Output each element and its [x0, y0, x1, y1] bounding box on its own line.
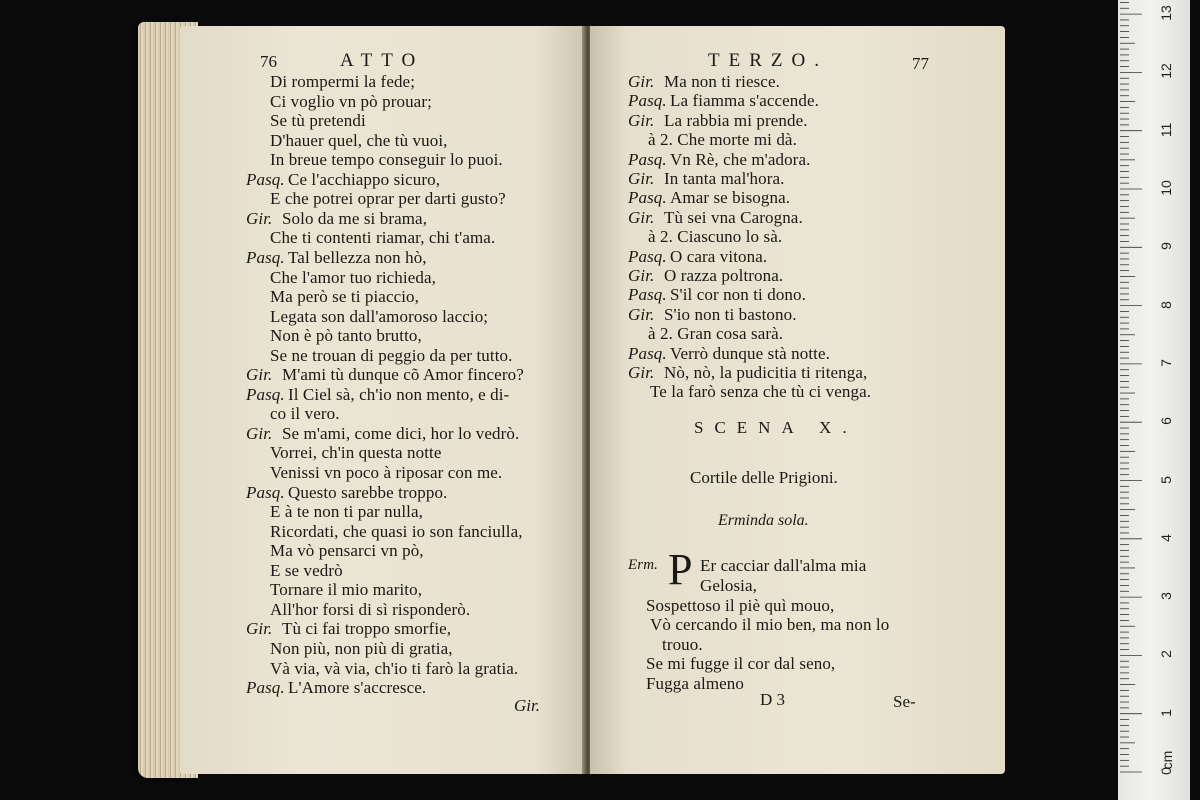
left-page-line: In breue tempo conseguir lo puoi.	[270, 150, 503, 170]
ruler-ticks	[1118, 0, 1190, 800]
right-page-line: La fiamma s'accende.	[670, 91, 820, 111]
right-running-head: TERZO.	[708, 50, 828, 71]
right-page-speaker: Gir.	[628, 363, 655, 382]
ruler-number: 9	[1158, 242, 1174, 251]
left-page-speaker: Pasq.	[246, 384, 285, 404]
measuring-ruler	[1118, 0, 1190, 800]
right-page-line: Vn Rè, che m'adora.	[670, 149, 811, 169]
left-page-line: M'ami tù dunque cõ Amor fincero?	[282, 365, 524, 385]
aria-line: Sospettoso il piè quì mouo,	[646, 595, 835, 615]
scene-setting: Cortile delle Prigioni.	[690, 468, 838, 487]
aria-line: Fugga almeno	[646, 674, 744, 693]
ruler-number: 12	[1158, 63, 1174, 80]
right-page-speaker: Gir.	[628, 110, 655, 130]
ruler-number: 2	[1158, 650, 1174, 659]
right-page-line: Verrò dunque stà notte.	[670, 343, 830, 363]
aria-line: Gelosia,	[700, 576, 757, 595]
right-page-line: à 2. Gran cosa sarà.	[648, 324, 784, 344]
right-page-number: 77	[912, 54, 929, 73]
left-page-line: Di rompermi la fede;	[270, 72, 416, 91]
left-page-speaker: Pasq.	[246, 678, 285, 698]
right-page-speaker: Pasq.	[628, 149, 667, 169]
right-page-speaker: Pasq.	[628, 285, 667, 305]
right-page-speaker: Gir.	[628, 72, 655, 91]
left-page-line: L'Amore s'accresce.	[288, 678, 427, 698]
ruler-number: 4	[1158, 533, 1174, 542]
ruler-number: 8	[1158, 300, 1174, 309]
ruler-number: 7	[1158, 359, 1174, 367]
left-page-line: Legata son dall'amoroso laccio;	[270, 306, 489, 326]
right-catchword: Se-	[893, 692, 916, 711]
right-page-line: O cara vitona.	[670, 246, 768, 266]
aria-line: Vò cercando il mio ben, ma non lo	[650, 615, 890, 635]
right-page-line: Te la farò senza che tù ci venga.	[650, 382, 872, 402]
left-page-line: Se tù pretendi	[270, 111, 366, 131]
left-page-number: 76	[260, 52, 277, 71]
right-page-speaker: Pasq.	[628, 246, 667, 266]
right-page-line: à 2. Che morte mi dà.	[648, 130, 797, 150]
left-page-line: Ma però se ti piaccio,	[270, 287, 420, 307]
ruler-number: 1	[1158, 708, 1174, 717]
left-page-line: Ce l'acchiappo sicuro,	[288, 169, 441, 189]
left-page-speaker: Pasq.	[246, 482, 285, 502]
right-page-line: S'io non ti bastono.	[664, 304, 797, 324]
ruler-number: 11	[1158, 122, 1174, 137]
left-page-speaker: Pasq.	[246, 169, 285, 189]
left-page-line: Se ne trouan di peggio da per tutto.	[270, 345, 513, 365]
drop-cap: P	[668, 545, 693, 594]
scene-character: Erminda sola.	[718, 512, 809, 529]
left-page-line: Vorrei, ch'in questa notte	[270, 443, 442, 463]
left-page-speaker: Gir.	[246, 619, 273, 639]
right-page-line: Amar se bisogna.	[670, 188, 791, 208]
left-page-line: All'hor forsi di sì risponderò.	[270, 599, 471, 619]
left-page-line: Il Ciel sà, ch'io non mento, e di-	[288, 384, 510, 404]
left-page-line: Tal bellezza non hò,	[288, 247, 427, 267]
left-page-line: Non è pò tanto brutto,	[270, 326, 422, 346]
right-page-line: La rabbia mi prende.	[664, 110, 808, 130]
right-page-line: Nò, nò, la pudicitia ti ritenga,	[664, 363, 868, 382]
ruler-number: 5	[1158, 475, 1174, 484]
right-page-line: S'il cor non ti dono.	[670, 285, 806, 305]
right-page-speaker: Pasq.	[628, 188, 667, 208]
aria-line: trouo.	[662, 634, 703, 654]
left-page-line: Ma vò pensarci vn pò,	[270, 541, 424, 561]
ruler-number: 10	[1158, 180, 1174, 196]
ruler-number: 0	[1158, 767, 1174, 775]
right-page-speaker: Gir.	[628, 266, 655, 285]
ruler-number: 13	[1158, 5, 1174, 21]
left-page-speaker: Pasq.	[246, 247, 285, 267]
left-page-line: Tù ci fai troppo smorfie,	[282, 619, 452, 639]
aria-speaker: Erm.	[628, 557, 658, 573]
right-page-line: O razza poltrona.	[664, 266, 784, 285]
left-page-line: D'hauer quel, che tù vuoi,	[270, 130, 448, 150]
right-page-speaker: Gir.	[628, 207, 655, 227]
left-page-line: E à te non ti par nulla,	[270, 502, 423, 522]
right-page-line: à 2. Ciascuno lo sà.	[648, 227, 783, 247]
left-page-line: E che potrei oprar per darti gusto?	[270, 189, 506, 209]
left-page-line: Non più, non più di gratia,	[270, 638, 453, 658]
ruler-unit-label: cm	[1159, 750, 1175, 770]
left-page-line: Solo da me si brama,	[282, 208, 428, 228]
left-page-line: Se m'ami, come dici, hor lo vedrò.	[282, 423, 520, 443]
scene-heading: SCENA X.	[694, 418, 858, 437]
ruler-number: 6	[1158, 417, 1174, 426]
left-page-line: co il vero.	[270, 404, 340, 424]
left-page-line: Và via, và via, ch'io ti farò la gratia.	[270, 658, 519, 678]
left-page-line: Ci voglio vn pò prouar;	[270, 91, 432, 111]
left-page-line: Che ti contenti riamar, chi t'ama.	[270, 228, 496, 248]
left-page-line: E se vedrò	[270, 560, 343, 580]
left-page-line: Ricordati, che quasi io son fanciulla,	[270, 521, 523, 541]
ruler-number: 3	[1158, 592, 1174, 600]
signature-mark: D 3	[760, 690, 786, 709]
left-page-line: Tornare il mio marito,	[270, 580, 423, 600]
right-page-speaker: Gir.	[628, 169, 655, 188]
right-page-speaker: Pasq.	[628, 91, 667, 111]
right-page-speaker: Pasq.	[628, 343, 667, 363]
right-page	[590, 26, 1005, 774]
aria-line: Se mi fugge il cor dal seno,	[646, 654, 836, 674]
left-page	[180, 26, 585, 774]
left-running-head: ATTO	[340, 50, 425, 71]
right-page-speaker: Gir.	[628, 304, 655, 324]
left-page-speaker: Gir.	[246, 365, 273, 385]
right-page-line: Tù sei vna Carogna.	[664, 207, 803, 227]
left-page-line: Che l'amor tuo richieda,	[270, 267, 436, 287]
left-page-speaker: Gir.	[246, 208, 273, 228]
left-catchword: Gir.	[514, 696, 540, 715]
aria-first-line: Er cacciar dall'alma mia	[700, 556, 867, 575]
right-page-line: Ma non ti riesce.	[664, 72, 780, 91]
right-page-line: In tanta mal'hora.	[664, 169, 785, 188]
left-page-line: Venissi vn poco à riposar con me.	[270, 463, 503, 482]
left-page-speaker: Gir.	[246, 423, 273, 443]
left-page-line: Questo sarebbe troppo.	[288, 482, 448, 502]
